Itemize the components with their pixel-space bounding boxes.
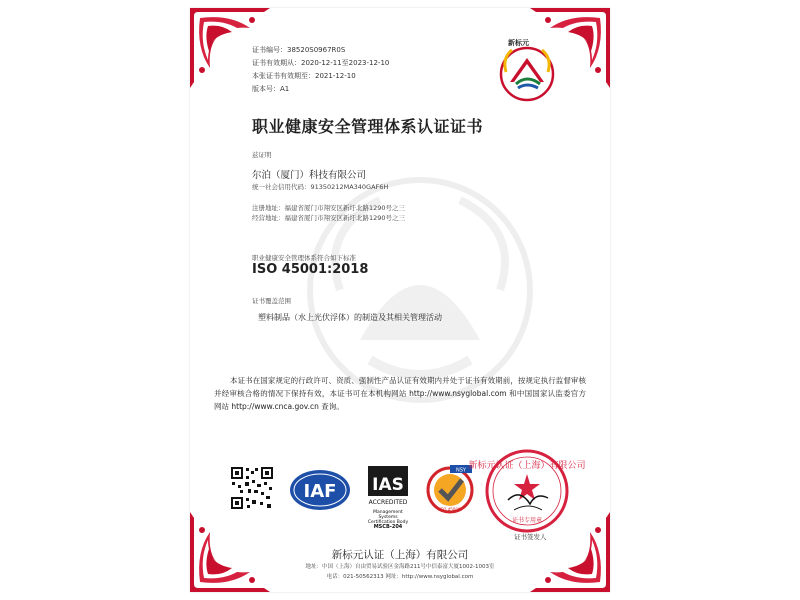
certificate-number: 证书编号：38520S0967R0S <box>252 46 346 54</box>
issuer-signature-label: 证书签发人 <box>514 533 547 541</box>
page-title: 职业健康安全管理体系认证证书 <box>252 117 484 136</box>
seal-subtext: 证书专用章 <box>511 517 543 524</box>
ias-accredited-text: ACCREDITED <box>368 499 408 506</box>
issuer-name: 新标元认证（上海）有限公司 <box>331 549 469 561</box>
iaf-logo-text: IAF <box>303 481 337 502</box>
certified-label: 兹证明 <box>252 151 272 159</box>
company-name: 尔泊（厦门）科技有限公司 <box>252 170 367 181</box>
validity-period: 证书有效期从：2020-12-11至2023-12-10 <box>252 59 390 67</box>
standard-name: ISO 45001:2018 <box>252 262 369 277</box>
standard-intro: 职业健康安全管理体系符合如下标准 <box>252 254 356 262</box>
certificate-meta <box>252 44 389 96</box>
version-number: 版本号：A1 <box>252 85 290 93</box>
current-validity: 本张证书有效期至：2021-12-10 <box>252 72 356 80</box>
ias-logo-text: IAS <box>372 475 404 495</box>
seal-text: 新标元认证（上海）有限公司 <box>468 461 586 471</box>
registered-address: 注册地址：福建省厦门市翔安区新圩北路1290号之三 <box>252 204 406 212</box>
nsy-logo-text: NSY <box>456 467 466 474</box>
nsy-global-logo-icon <box>424 464 476 514</box>
ias-subtext: Management Systems Certification Body MSCB-204 <box>367 510 409 530</box>
credit-code: 统一社会信用代码：91350212MA340GAF6H <box>252 183 389 191</box>
brand-logo-text: 新标元 <box>508 39 529 47</box>
nsy-iso-text: ISO 45000 <box>439 507 461 512</box>
business-address: 经营地址：福建省厦门市翔安区新圩北路1290号之三 <box>252 214 406 222</box>
qr-code-icon <box>230 466 274 510</box>
certificate-statement: 本证书在国家规定的行政许可、资质、强制性产品认证有效期内并处于证书有效期前，按规定执行监督审核并经审核合格的情况下保持有效，本证书可在本机构网站 http://www.nsyglobal.com 和中国国家认监委官方网站 http://www.cnca.gov.cn 查询。 <box>214 376 586 411</box>
official-seal-icon <box>468 448 586 534</box>
scope-label: 证书覆盖范围 <box>252 297 291 305</box>
issuer-contact: 电话：021-50562313 网址：http://www.nsyglobal.com <box>326 574 474 580</box>
scope-text: 塑料制品（水上光伏浮体）的制造及其相关管理活动 <box>258 313 442 322</box>
iaf-logo-icon <box>288 468 352 512</box>
issuer-address: 地址：中国（上海）自由贸易试验区金海路211号中信泰富大厦1002-1003室 <box>305 564 495 570</box>
